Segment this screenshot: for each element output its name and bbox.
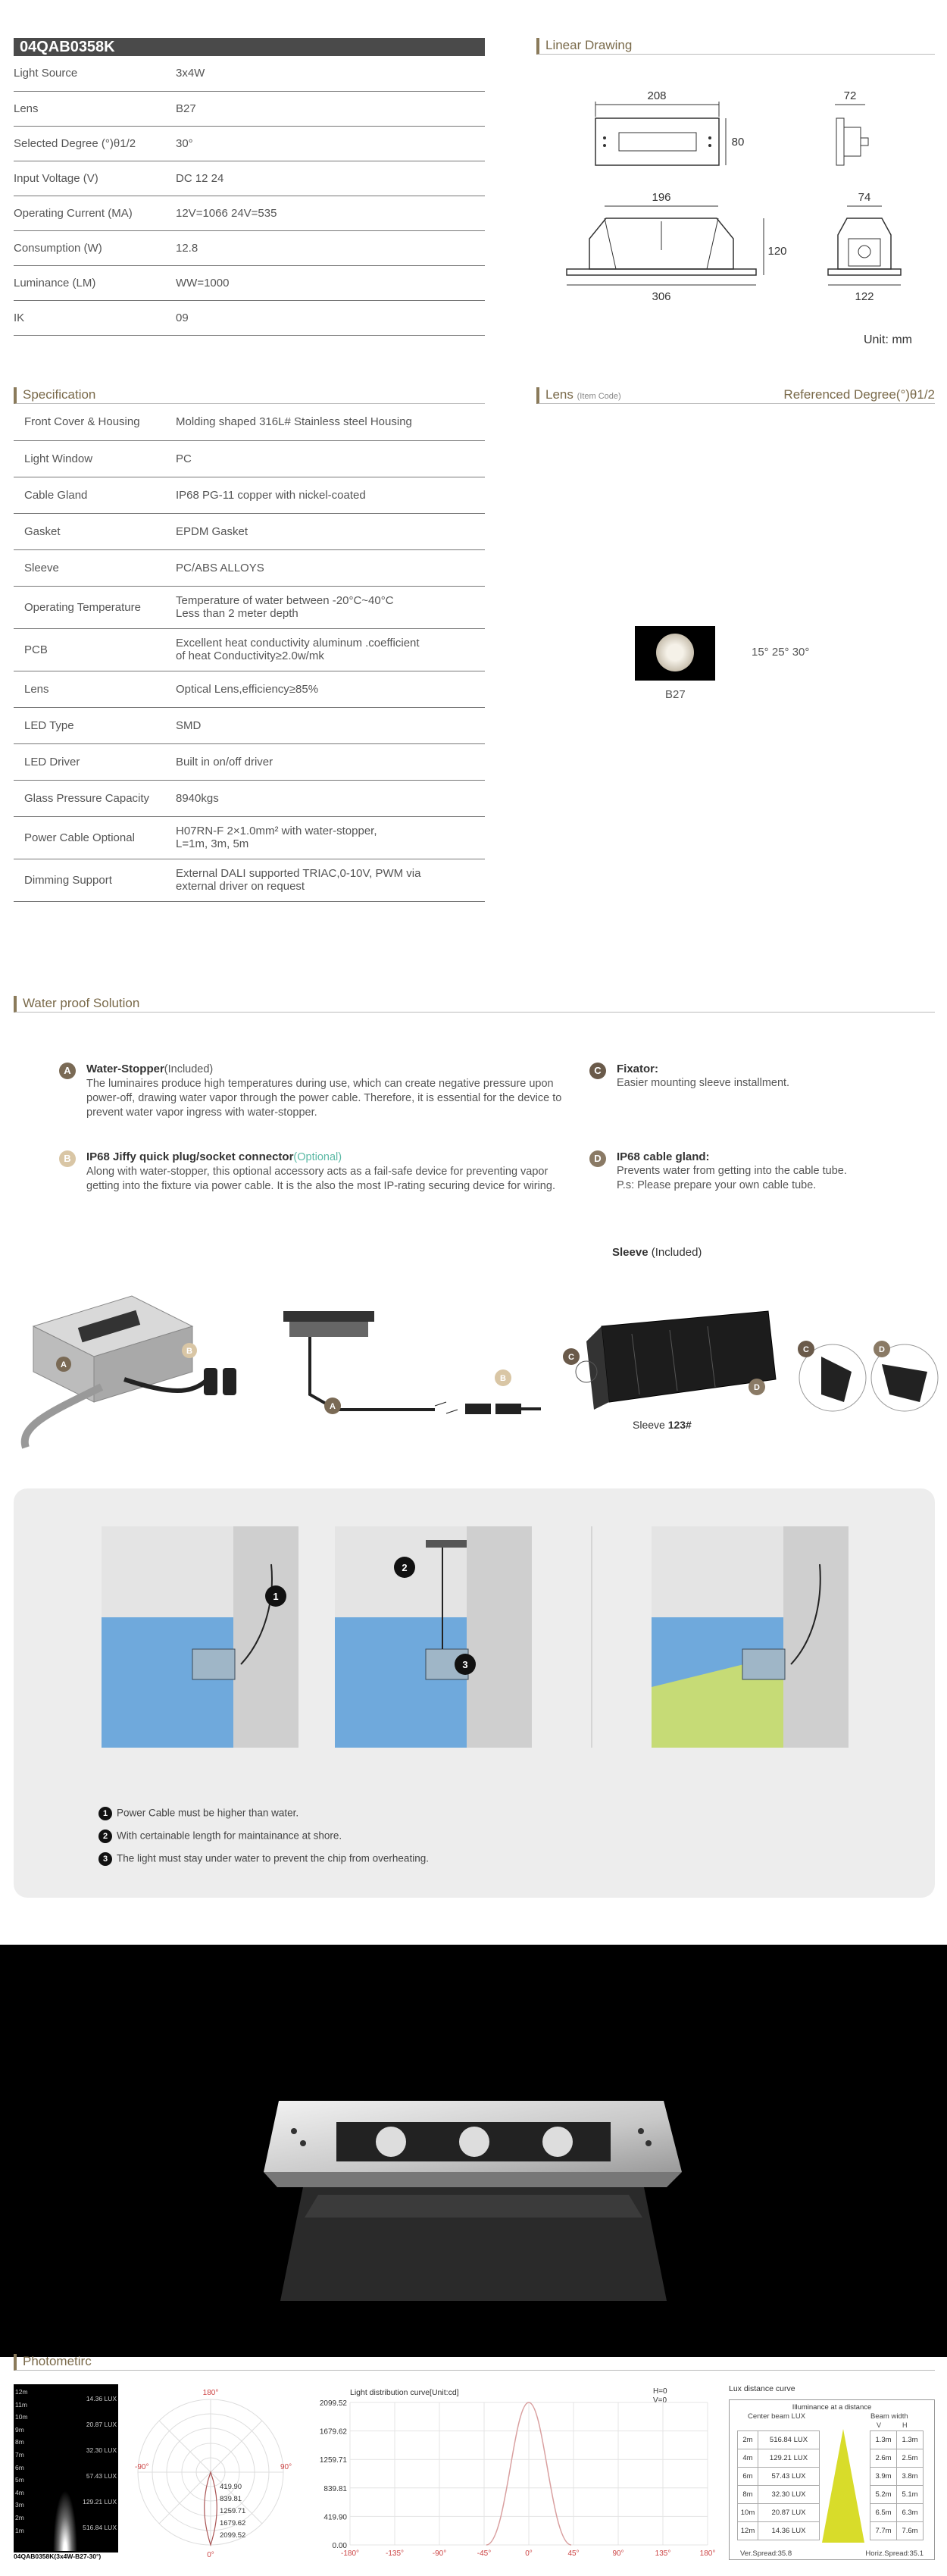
lux-title: Lux distance curve (729, 2384, 795, 2393)
beam-distance-label: 4m (15, 2488, 24, 2496)
linear-drawing-title: Linear Drawing (545, 38, 633, 52)
curve-xtick: 135° (655, 2549, 671, 2558)
install-note-3 (98, 1852, 429, 1866)
lux-row (738, 2522, 924, 2540)
lux-value: 129.21 LUX (758, 2449, 820, 2468)
wp-item-a (59, 1063, 574, 1120)
spec-row (14, 549, 485, 586)
svg-text:B: B (186, 1347, 192, 1356)
param-label: Lens (14, 91, 176, 126)
curve-xtick: -135° (385, 2549, 405, 2558)
spec-row (14, 859, 485, 901)
lux-distance: 4m (738, 2449, 758, 2468)
lux-distance: 12m (738, 2522, 758, 2540)
lux-h-width: 7.6m (897, 2522, 924, 2540)
spec-row (14, 404, 485, 440)
param-value: 30° (176, 126, 485, 161)
beam-lux-label: 129.21 LUX (83, 2498, 117, 2506)
lens-degrees: 15° 25° 30° (752, 646, 810, 659)
param-row (14, 161, 485, 196)
lux-v-width: 1.3m (870, 2431, 897, 2449)
spec-value: H07RN-F 2×1.0mm² with water-stopper, (176, 825, 377, 837)
linear-drawing-heading (536, 38, 935, 55)
spec-label: Dimming Support (14, 859, 176, 901)
param-label: Operating Current (MA) (14, 196, 176, 230)
lux-v-width: 6.5m (870, 2504, 897, 2522)
lux-h: H (902, 2421, 908, 2429)
product-photo (0, 1945, 947, 2357)
wp-a-suffix: (Included) (164, 1063, 214, 1075)
param-label: Consumption (W) (14, 230, 176, 265)
param-value: 12V=1066 24V=535 (176, 196, 485, 230)
param-row (14, 265, 485, 300)
param-value: 12.8 (176, 230, 485, 265)
curve-ytick: 1259.71 (319, 2456, 347, 2465)
param-value: B27 (176, 91, 485, 126)
spec-value: Excellent heat conductivity aluminum .coefficient (176, 637, 420, 649)
lux-h-width: 1.3m (897, 2431, 924, 2449)
curve-ytick: 1679.62 (319, 2427, 347, 2437)
lux-v-width: 7.7m (870, 2522, 897, 2540)
circle-a: A (59, 1063, 76, 1079)
beam-lux-label: 20.87 LUX (86, 2421, 117, 2428)
dim-side-base: 122 (855, 290, 874, 303)
param-label: IK (14, 300, 176, 335)
spec-value: EPDM Gasket (176, 524, 248, 538)
beam-distance-label: 5m (15, 2476, 24, 2484)
spec-row (14, 586, 485, 628)
spec-value: IP68 PG-11 copper with nickel-coated (176, 488, 366, 502)
waterproof-title: Water proof Solution (23, 996, 140, 1010)
spec-value-2: of heat Conductivity≥2.0w/mk (176, 649, 324, 662)
param-value: 09 (176, 300, 485, 335)
lux-ver: Ver.Spread:35.8 (740, 2549, 792, 2558)
spec-row (14, 477, 485, 513)
sleeve-caption-prefix: Sleeve (633, 1419, 665, 1431)
spec-label: PCB (14, 628, 176, 671)
spec-title: Specification (23, 387, 96, 402)
accessory-illustrations (11, 1281, 942, 1455)
beam-distance-label: 3m (15, 2501, 24, 2509)
beam-distance-label: 9m (15, 2425, 24, 2434)
param-value: 3x4W (176, 56, 485, 91)
sleeve-title-text: Sleeve (612, 1246, 649, 1259)
svg-text:3: 3 (462, 1659, 468, 1670)
sleeve-caption-code: 123# (667, 1419, 692, 1431)
spec-row (14, 513, 485, 549)
spec-label: Front Cover & Housing (14, 404, 176, 440)
param-value: WW=1000 (176, 265, 485, 300)
lux-row (738, 2486, 924, 2504)
lux-row (738, 2504, 924, 2522)
spec-label: Cable Gland (14, 477, 176, 513)
lux-v-width: 5.2m (870, 2486, 897, 2504)
polar-bottom: 0° (207, 2551, 214, 2559)
svg-text:D: D (879, 1345, 885, 1354)
spec-label: Sleeve (14, 549, 176, 586)
spec-label: Light Window (14, 440, 176, 477)
lux-distance: 10m (738, 2504, 758, 2522)
spec-value-2: L=1m, 3m, 5m (176, 837, 249, 850)
curve-xtick: -90° (432, 2549, 447, 2558)
lux-row (738, 2431, 924, 2449)
polar-chart (135, 2384, 302, 2560)
lux-distance (729, 2384, 935, 2560)
lux-table (737, 2430, 924, 2540)
lux-table-title: Illuminance at a distance (792, 2403, 872, 2412)
sleeve-title (612, 1246, 702, 1259)
params-table (14, 56, 485, 336)
param-row (14, 230, 485, 265)
beam-distance-label: 2m (15, 2513, 24, 2521)
polar-right: 90° (280, 2463, 292, 2471)
spec-value: Built in on/off driver (176, 755, 273, 768)
svg-text:B: B (500, 1374, 506, 1383)
distribution-curve (311, 2384, 720, 2560)
wp-item-b (59, 1150, 574, 1194)
param-row (14, 300, 485, 335)
lux-v-width: 2.6m (870, 2449, 897, 2468)
wp-b-suffix: (Optional) (293, 1151, 342, 1163)
lens-title-small: (Item Code) (577, 392, 621, 401)
photometric-title: Photometirc (23, 2354, 92, 2368)
lux-h-width: 6.3m (897, 2504, 924, 2522)
curve-xtick: 0° (525, 2549, 533, 2558)
param-row (14, 126, 485, 161)
spec-row (14, 628, 485, 671)
lens-title: Lens (545, 387, 574, 402)
lux-h-width: 2.5m (897, 2449, 924, 2468)
circle-c: C (589, 1063, 606, 1079)
svg-text:2: 2 (402, 1562, 408, 1573)
spec-value: External DALI supported TRIAC,0-10V, PWM via (176, 867, 421, 880)
lens-image (635, 626, 715, 681)
polar-top: 180° (202, 2389, 219, 2397)
beam-image (14, 2384, 118, 2560)
beam-caption: 04QAB0358K(3x4W-B27-30°) (14, 2553, 118, 2560)
beam-lux-label: 516.84 LUX (83, 2524, 117, 2531)
param-label: Selected Degree (°)θ1/2 (14, 126, 176, 161)
spec-label: Gasket (14, 513, 176, 549)
note-1-num: 1 (98, 1807, 112, 1820)
spec-value: PC (176, 452, 192, 465)
note-1-text: Power Cable must be higher than water. (117, 1807, 299, 1819)
beam-lux-label: 32.30 LUX (86, 2446, 117, 2454)
lux-h-width: 5.1m (897, 2486, 924, 2504)
dim-body-height: 120 (767, 245, 787, 258)
wp-c-title: Fixator: (617, 1063, 659, 1075)
spec-label: LED Type (14, 707, 176, 743)
param-label: Light Source (14, 56, 176, 91)
legend-h: H=0 (653, 2387, 667, 2396)
lens-item-code: B27 (665, 688, 686, 701)
lens-heading (536, 387, 935, 404)
dim-base-width: 306 (652, 290, 671, 303)
lux-distance: 8m (738, 2486, 758, 2504)
lux-col1: Center beam LUX (748, 2412, 806, 2421)
linear-drawing (536, 83, 935, 333)
spec-label: Glass Pressure Capacity (14, 780, 176, 816)
curve-xtick: 45° (567, 2549, 580, 2558)
lux-value: 20.87 LUX (758, 2504, 820, 2522)
param-value: DC 12 24 (176, 161, 485, 196)
legend-v: V=0 (653, 2396, 667, 2405)
lux-row (738, 2449, 924, 2468)
param-row (14, 91, 485, 126)
lux-value: 14.36 LUX (758, 2522, 820, 2540)
curve-xtick: -180° (340, 2549, 360, 2558)
unit-label: Unit: mm (864, 333, 912, 346)
spec-row (14, 671, 485, 707)
lux-distance: 2m (738, 2431, 758, 2449)
beam-distance-label: 10m (15, 2413, 28, 2421)
beam-lux-label: 14.36 LUX (86, 2395, 117, 2402)
spec-value-2: Less than 2 meter depth (176, 607, 298, 620)
lux-value: 516.84 LUX (758, 2431, 820, 2449)
product-code: 04QAB0358K (14, 38, 485, 56)
beam-distance-label: 11m (15, 2400, 27, 2409)
spec-value-2: external driver on request (176, 880, 305, 893)
polar-val-2: 1259.71 (220, 2507, 246, 2515)
svg-text:1: 1 (273, 1591, 279, 1602)
polar-val-3: 1679.62 (220, 2519, 246, 2527)
wp-b-body: Along with water-stopper, this optional accessory acts as a fail-safe device for preventing vapor getting into the fixture via power cable. It is the also the most IP-rating securing device for wiring. (86, 1166, 555, 1192)
param-row (14, 196, 485, 230)
lux-v-width: 3.9m (870, 2468, 897, 2486)
sleeve-suffix: (Included) (651, 1246, 702, 1259)
wp-d-body: Prevents water from getting into the cable tube. P.s: Please prepare your own cable tube. (617, 1165, 847, 1191)
param-label: Luminance (LM) (14, 265, 176, 300)
installation-panel (14, 1488, 935, 1898)
spec-value: Molding shaped 316L# Stainless steel Housing (176, 415, 412, 429)
install-note-2 (98, 1829, 342, 1843)
wp-b-title: IP68 Jiffy quick plug/socket connector (86, 1150, 294, 1163)
curve-ytick: 2099.52 (319, 2399, 347, 2408)
wp-c-body: Easier mounting sleeve installment. (617, 1077, 790, 1089)
polar-left: -90° (135, 2463, 149, 2471)
dim-top-width: 208 (647, 89, 667, 102)
spec-table (14, 404, 485, 902)
spec-value: Optical Lens,efficiency≥85% (176, 682, 319, 696)
note-3-text: The light must stay under water to prevent the chip from overheating. (117, 1852, 429, 1864)
spec-label: LED Driver (14, 743, 176, 780)
curve-xtick: 90° (612, 2549, 624, 2558)
polar-val-0: 419.90 (220, 2483, 242, 2491)
beam-distance-label: 1m (15, 2526, 24, 2534)
param-row (14, 56, 485, 91)
dim-body-width: 196 (652, 191, 671, 204)
svg-text:A: A (61, 1360, 67, 1369)
wp-d-title: IP68 cable gland: (617, 1150, 710, 1163)
lux-h-width: 3.8m (897, 2468, 924, 2486)
spec-label: Power Cable Optional (14, 816, 176, 859)
beam-distance-label: 12m (15, 2388, 28, 2396)
install-note-1 (98, 1807, 298, 1820)
curve-xtick: 180° (699, 2549, 716, 2558)
beam-distance-label: 8m (15, 2438, 24, 2446)
wp-a-title: Water-Stopper (86, 1063, 164, 1075)
beam-lux-label: 57.43 LUX (86, 2472, 117, 2480)
lux-v: V (877, 2421, 882, 2429)
polar-val-1: 839.81 (220, 2495, 242, 2503)
lux-hor: Horiz.Spread:35.1 (865, 2549, 924, 2558)
svg-text:D: D (754, 1383, 760, 1392)
lux-value: 32.30 LUX (758, 2486, 820, 2504)
spec-value: PC/ABS ALLOYS (176, 561, 264, 574)
lux-value: 57.43 LUX (758, 2468, 820, 2486)
param-label: Input Voltage (V) (14, 161, 176, 196)
lux-row (738, 2468, 924, 2486)
dim-side-width: 72 (843, 89, 857, 102)
curve-xtick: -45° (477, 2549, 492, 2558)
wp-item-c (589, 1063, 923, 1091)
spec-label: Operating Temperature (14, 586, 176, 628)
curve-ytick: 419.90 (323, 2513, 347, 2522)
spec-row (14, 816, 485, 859)
svg-text:A: A (330, 1402, 336, 1411)
beam-distance-label: 7m (15, 2450, 24, 2459)
curve-ytick: 839.81 (323, 2484, 347, 2493)
wp-item-d (589, 1150, 923, 1193)
spec-row (14, 780, 485, 816)
curve-ytick: 0.00 (332, 2542, 347, 2550)
wp-a-body: The luminaires produce high temperatures during use, which can create negative pressure upon power-off, drawing water vapor through the power cable. Therefore, it is essential for the device to prevent water vapor ingress with water-stopper. (86, 1078, 562, 1119)
polar-val-4: 2099.52 (220, 2531, 246, 2540)
spec-heading (14, 387, 485, 404)
svg-text:C: C (568, 1353, 574, 1362)
dim-side-top: 74 (858, 191, 871, 204)
lux-distance: 6m (738, 2468, 758, 2486)
lux-col2: Beam width (870, 2412, 908, 2421)
waterproof-heading (14, 996, 935, 1013)
circle-b: B (59, 1150, 76, 1167)
spec-value: SMD (176, 718, 202, 732)
curve-title: Light distribution curve[Unit:cd] (350, 2388, 459, 2397)
svg-text:C: C (803, 1345, 809, 1354)
spec-value: Temperature of water between -20°C~40°C (176, 594, 394, 607)
spec-value: 8940kgs (176, 791, 219, 805)
spec-row (14, 440, 485, 477)
spec-row (14, 743, 485, 780)
note-3-num: 3 (98, 1852, 112, 1866)
photometric-heading (14, 2354, 935, 2371)
lens-ref-degree: Referenced Degree(°)θ1/2 (783, 387, 935, 402)
spec-row (14, 707, 485, 743)
dim-top-height: 80 (731, 136, 745, 149)
note-2-text: With certainable length for maintainance at shore. (117, 1829, 342, 1842)
sleeve-caption (633, 1419, 692, 1431)
note-2-num: 2 (98, 1829, 112, 1843)
spec-label: Lens (14, 671, 176, 707)
beam-distance-label: 6m (15, 2463, 24, 2471)
circle-d: D (589, 1150, 606, 1167)
